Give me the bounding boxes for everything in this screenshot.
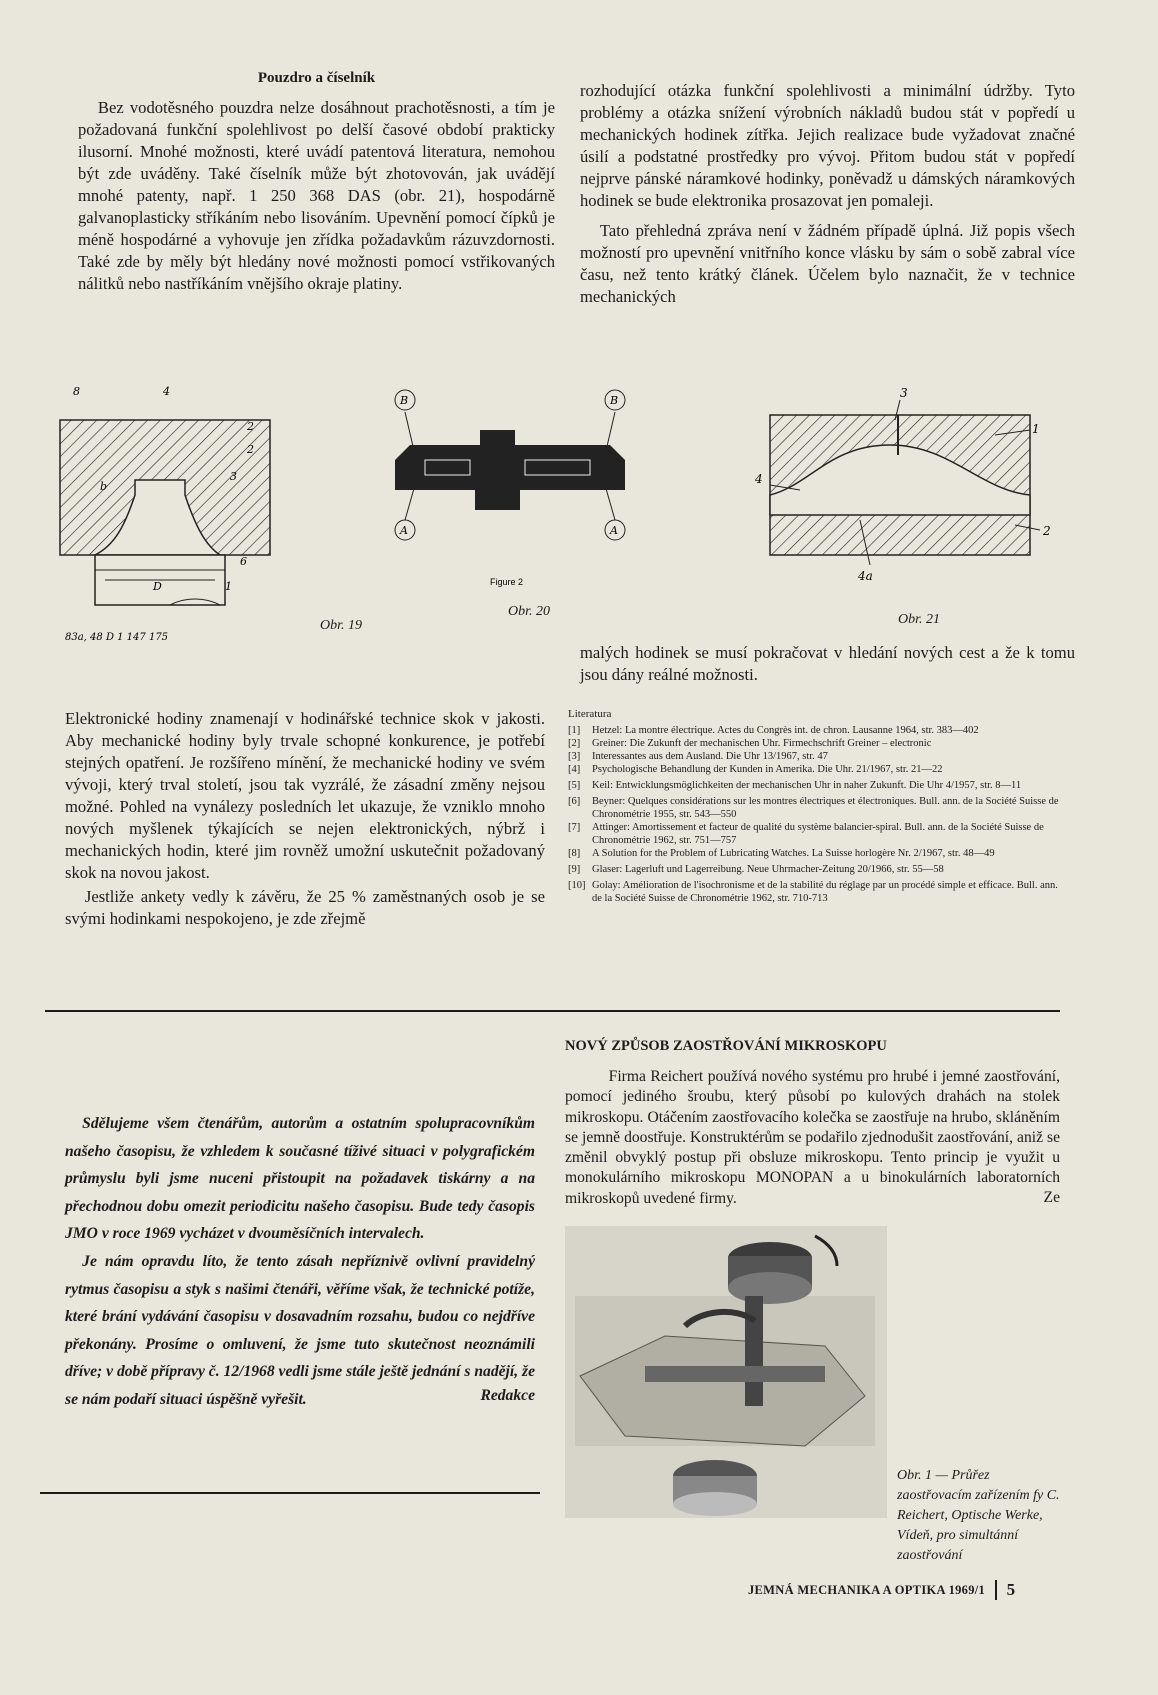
microscope-article	[565, 1038, 1060, 1207]
microscope-illustration	[565, 1226, 887, 1518]
paragraph: Bez vodotěsného pouzdra nelze dosáhnout prachotěsnosti, a tím je požadovaná funkční spolehlivost po delší časové období prakticky ilusorní. Mnohé možnosti, které uvádí patentová literatura, nemohou být zde uváděny. Také číselník může být zhotovován, jak uvádějí mnohé patenty, např. 1 250 368 DAS (obr. 21), hospodárně galvanoplasticky stříkáním nebo lisováním. Upevnění pomocí čípků je méně hospodárné a vyhovuje jen zřídka požadavkům rázuvzdornosti. Také zde by měly být hledány nové možnosti pomocí vstřikovaných nálitků nebo nastříkáním vnějšího okraje platiny.	[78, 98, 555, 293]
fig20-caption: Obr. 20	[508, 604, 551, 619]
editorial-notice	[65, 1110, 535, 1408]
fig19-label: 2	[247, 420, 254, 433]
paragraph: Jestliže ankety vedly k závěru, že 25 % zaměstnaných osob je se svými hodinkami nespokojeno, je zde zřejmě	[65, 887, 545, 928]
fig19-label: 8	[73, 385, 80, 398]
reference-item: [9] Glaser: Lagerluft und Lagerreibung. Neue Uhrmacher-Zeitung 20/1966, str. 55—58	[568, 864, 944, 875]
right-column-top	[580, 80, 1075, 308]
microscope-caption: Obr. 1 — Průřez zaostřovacím zařízením fy C. Reichert, Optische Werke, Vídeň, pro simultánní zaostřování	[897, 1468, 1060, 1563]
fig20-label: B	[400, 394, 409, 407]
fig19-caption: Obr. 19	[320, 618, 363, 633]
section-heading: Pouzdro a číselník	[257, 70, 376, 86]
fig19-label: 6	[240, 555, 247, 568]
footer-divider	[995, 1580, 997, 1600]
fig19-label: 3	[230, 470, 237, 483]
reference-item: [10] Golay: Amélioration de l'isochronisme et de la stabilité du réglage par un procédé simple et efficace. Bull. ann. de la Société Suisse de Chronométrie 1962, str. 710-713	[568, 880, 1058, 904]
journal-title: JEMNÁ MECHANIKA A OPTIKA 1969/1	[748, 1582, 986, 1597]
reference-item: [2] Greiner: Die Zukunft der mechanischen Uhr. Firmechschrift Greiner – electronic	[568, 738, 932, 749]
references-title: Literatura	[568, 708, 612, 720]
fig20-label: B	[610, 394, 619, 407]
fig21-label: 4	[755, 472, 763, 486]
reference-item: [7] Attinger: Amortissement et facteur de qualité du système balancier-spiral. Bull. ann. de la Société Suisse de Chronométrie 1962, str. 751—757	[568, 822, 1044, 846]
page-number: 5	[1006, 1580, 1016, 1599]
notice-signature: Redakce	[480, 1386, 535, 1404]
article-trailing-word: Ze	[1043, 1189, 1060, 1207]
references	[568, 708, 1068, 905]
fig19-patent: 83a, 48 D 1 147 175	[65, 632, 169, 643]
fig19-label: 4	[163, 385, 170, 398]
reference-item: [5] Keil: Entwicklungsmöglichkeiten der mechanischen Uhr in naher Zukunft. Die Uhr 4/1957, str. 8—11	[568, 780, 1022, 791]
reference-item: [4] Psychologische Behandlung der Kunden in Amerika. Die Uhr. 21/1967, str. 21—22	[568, 764, 943, 775]
reference-item: [1] Hetzel: La montre électrique. Actes du Congrès int. de chron. Lausanne 1964, str. 383—402	[568, 725, 979, 736]
reference-item: [6] Beyner: Quelques considérations sur les montres électriques et électroniques. Bull. ann. de la Société Suisse de Chronométrie 1955, str. 543—550	[568, 796, 1059, 820]
microscope-photo	[565, 1226, 887, 1518]
fig19-label: D	[153, 580, 162, 593]
figure-20-drawing	[385, 380, 635, 587]
paragraph: rozhodující otázka funkční spolehlivosti a minimální údržby. Tyto problémy a otázka snížení výrobních nákladů budou stát v popředí u mechanických hodinek zítřka. Jejich realizace bude vyžadovat značné úsilí a podstatné prostředky pro vývoj. Přitom budou stát v popředí nejprve pánské náramkové hodinky, poněvadž u dámských náramkových hodinek se bude elektronika prosazovat jen pomaleji.	[580, 81, 1075, 210]
fig21-label: 1	[1032, 422, 1040, 436]
notice-paragraph: Je nám opravdu líto, že tento zásah nepříznivě ovlivní pravidelný rytmus časopisu a styk s našimi čtenáři, věříme však, že technické potíže, které brání vydávání časopisu v dosavadním rozsahu, budou co nejdříve překonány. Prosíme o omluvení, že jsme tuto skutečnost neoznámili dříve; v době přípravy č. 12/1968 vedli jsme stále ještě jednání s nadějí, že se nám podaří situaci úspěšně vyřešit.	[65, 1252, 535, 1408]
notice-bottom-rule	[40, 1492, 540, 1494]
article-paragraph: Firma Reichert používá nového systému pro hrubé i jemné zaostřování, pomocí jediného šroubu, který působí po kulových drahách na stolek mikroskopu. Otáčením zaostřovacího kolečka se zaostřuje na hrubo, skláněním se jemně doostřuje. Konstruktérům se podařilo zjednodušit zaostřování, aniž se změnil obvyklý postup při obsluze mikroskopu. Tento princip je využit u monokulárního mikroskopu MONOPAN a u binokulárních laboratorních mikroskopů uvedené firmy.	[565, 1068, 1060, 1207]
left-column-top	[78, 70, 555, 295]
fig21-label: 2	[1043, 524, 1051, 538]
fig21-caption: Obr. 21	[898, 612, 941, 627]
notice-paragraph: Sdělujeme všem čtenářům, autorům a ostatním spolupracovníkům našeho časopisu, že vzhledem k současné tíživé situaci v polygrafickém průmyslu byli jsme nuceni přistoupit na požadavek tiskárny a na přechodnou dobu omezit periodicitu našeho časopisu. Bude tedy časopis JMO v roce 1969 vycházet v dvouměsíčních intervalech.	[65, 1115, 535, 1243]
left-column-lower	[65, 708, 545, 930]
fig20-label: A	[400, 524, 408, 537]
fig19-label: 2	[247, 443, 254, 456]
figure-19-drawing	[55, 385, 285, 650]
page-footer	[748, 1580, 1015, 1600]
fig19-label: 1	[225, 580, 232, 593]
paragraph: Tato přehledná zpráva není v žádném případě úplná. Již popis všech možností pro upevnění vnitřního konce vlásku by sám o sobě zabral více času, než tento krátký článek. Účelem bylo naznačit, že v technice mechanických	[580, 221, 1075, 306]
paragraph: malých hodinek se musí pokračovat v hledání nových cest a že k tomu jsou dány reálné možnosti.	[580, 643, 1075, 684]
article-heading: NOVÝ ZPŮSOB ZAOSTŘOVÁNÍ MIKROSKOPU	[565, 1038, 887, 1054]
fig20-subcaption: Figure 2	[490, 577, 524, 587]
section-divider	[45, 1010, 1060, 1012]
fig21-label: 3	[900, 386, 908, 400]
figure-21-drawing	[750, 385, 1080, 590]
fig20-label: A	[610, 524, 618, 537]
reference-item: [8] A Solution for the Problem of Lubricating Watches. La Suisse horlogère Nr. 2/1967, str. 48—49	[568, 848, 995, 859]
paragraph: Elektronické hodiny znamenají v hodinářské technice skok v jakosti. Aby mechanické hodiny byly trvale schopné konkurence, je potřebí stejných opatření. Je rozšířeno mínění, že mechanické hodiny ve svém vývoji, který trval století, jsou tak vyzrálé, že zásadní změny nejsou možné. Pohled na vynálezy posledních let ukazuje, že vzniklo mnoho nových myšlenek týkajících se nejen elektronických, nýbrž i mechanických hodin, které jim rovněž umožní uskutečnit požadovaný skok na novou jakost.	[65, 709, 545, 882]
reference-item: [3] Interessantes aus dem Ausland. Die Uhr 13/1967, str. 47	[568, 751, 828, 762]
fig21-label: 4a	[858, 569, 873, 583]
fig19-label: b	[100, 480, 108, 493]
right-column-continuation	[580, 642, 1075, 686]
